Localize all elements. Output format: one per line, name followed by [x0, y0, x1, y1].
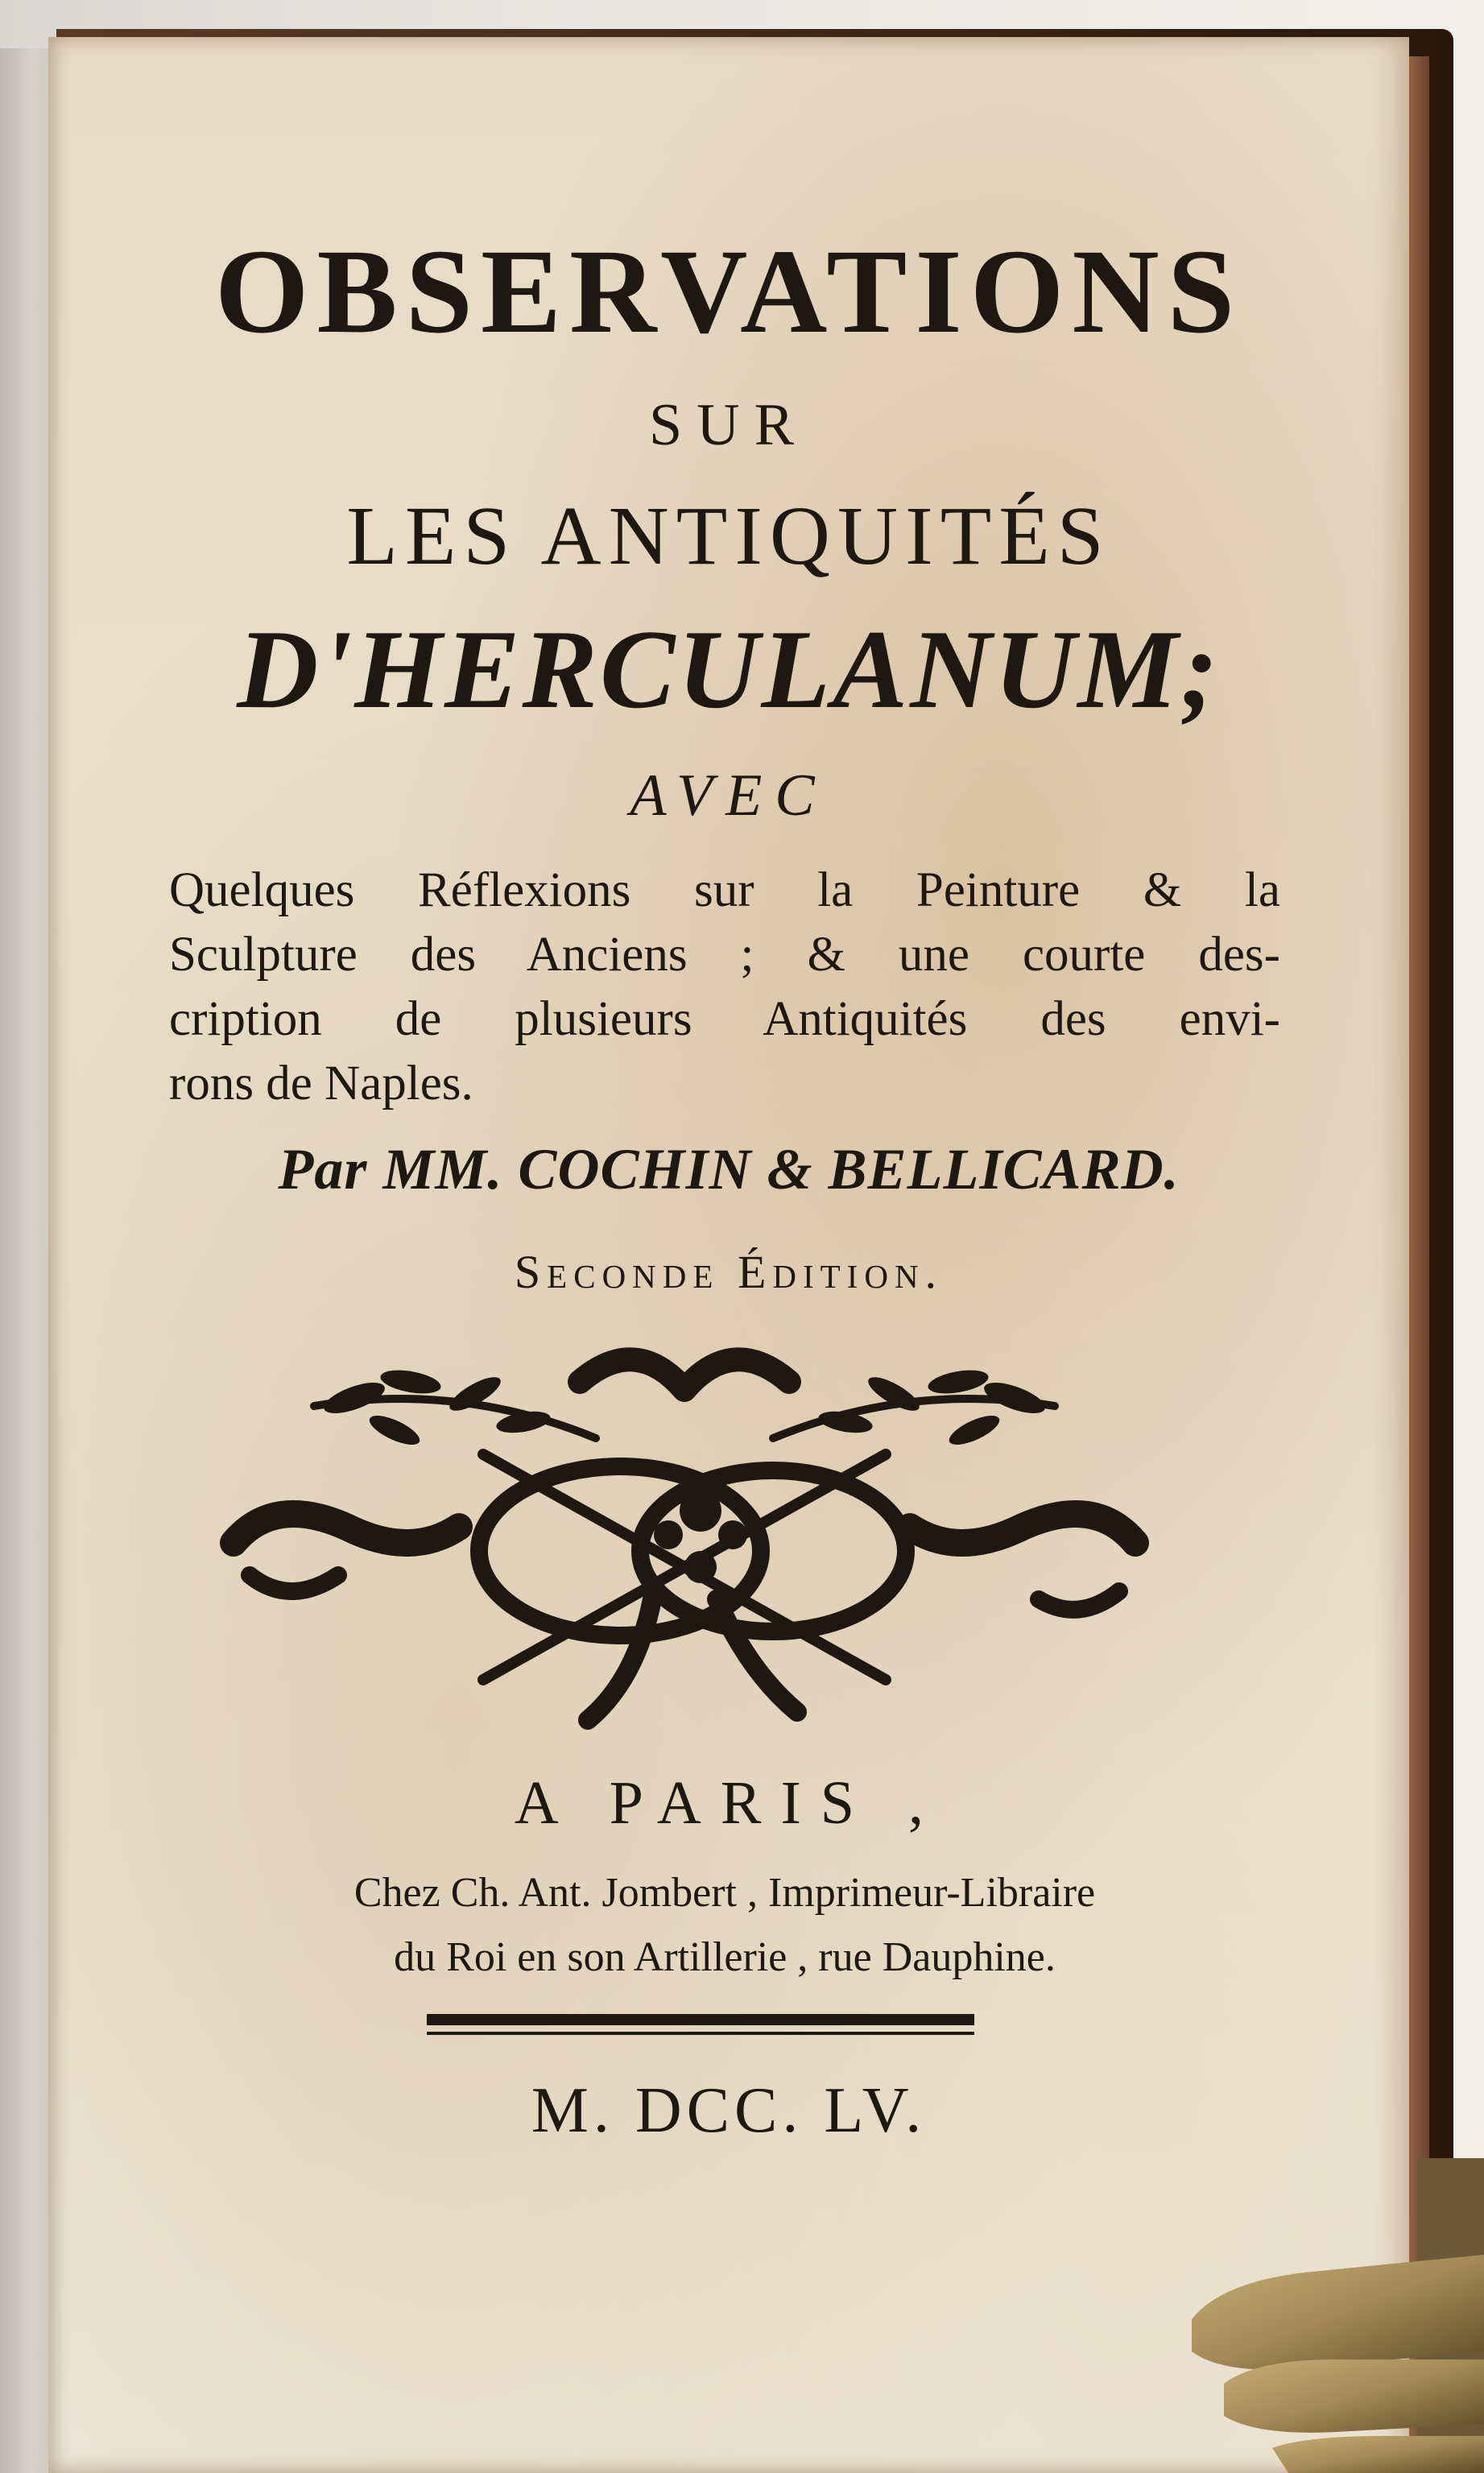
imprint-line: Chez Ch. Ant. Jombert , Imprimeur-Libraire — [353, 1870, 1096, 1916]
title-line-herculanum: D'HERCULANUM; — [237, 607, 1221, 732]
brass-book-weight-icon — [1176, 2158, 1484, 2473]
title-line-antiquites: LES ANTIQUITÉS — [346, 490, 1111, 582]
subtitle-paragraph — [169, 858, 1280, 1116]
author-line: Par MM. COCHIN & BELLICARD. — [278, 1137, 1180, 1201]
subtitle-line: Quelques Réflexions sur la Peinture & la — [169, 863, 1280, 917]
place-line: A PARIS , — [514, 1769, 944, 1837]
imprint-paragraph — [153, 1861, 1296, 1990]
title-page — [48, 37, 1409, 2473]
title-line-sur: SUR — [649, 392, 808, 458]
subtitle-line: rons de Naples. — [169, 1057, 473, 1110]
edition-line: Seconde Édition. — [514, 1246, 944, 1298]
date-line: M. DCC. LV. — [531, 2075, 927, 2146]
subtitle-line: Sculpture des Anciens ; & une courte des- — [169, 928, 1280, 982]
subtitle-line: cription de plusieurs Antiquités des envi- — [169, 992, 1280, 1046]
rule-thin — [427, 2032, 974, 2035]
imprint-line: du Roi en son Artillerie , rue Dauphine. — [394, 1934, 1056, 1980]
double-rule — [427, 2014, 974, 2040]
title-line-avec: AVEC — [630, 763, 828, 829]
rule-thick — [427, 2014, 974, 2025]
printers-ornament-icon — [217, 1334, 1151, 1752]
title-line-observations: OBSERVATIONS — [214, 225, 1243, 358]
